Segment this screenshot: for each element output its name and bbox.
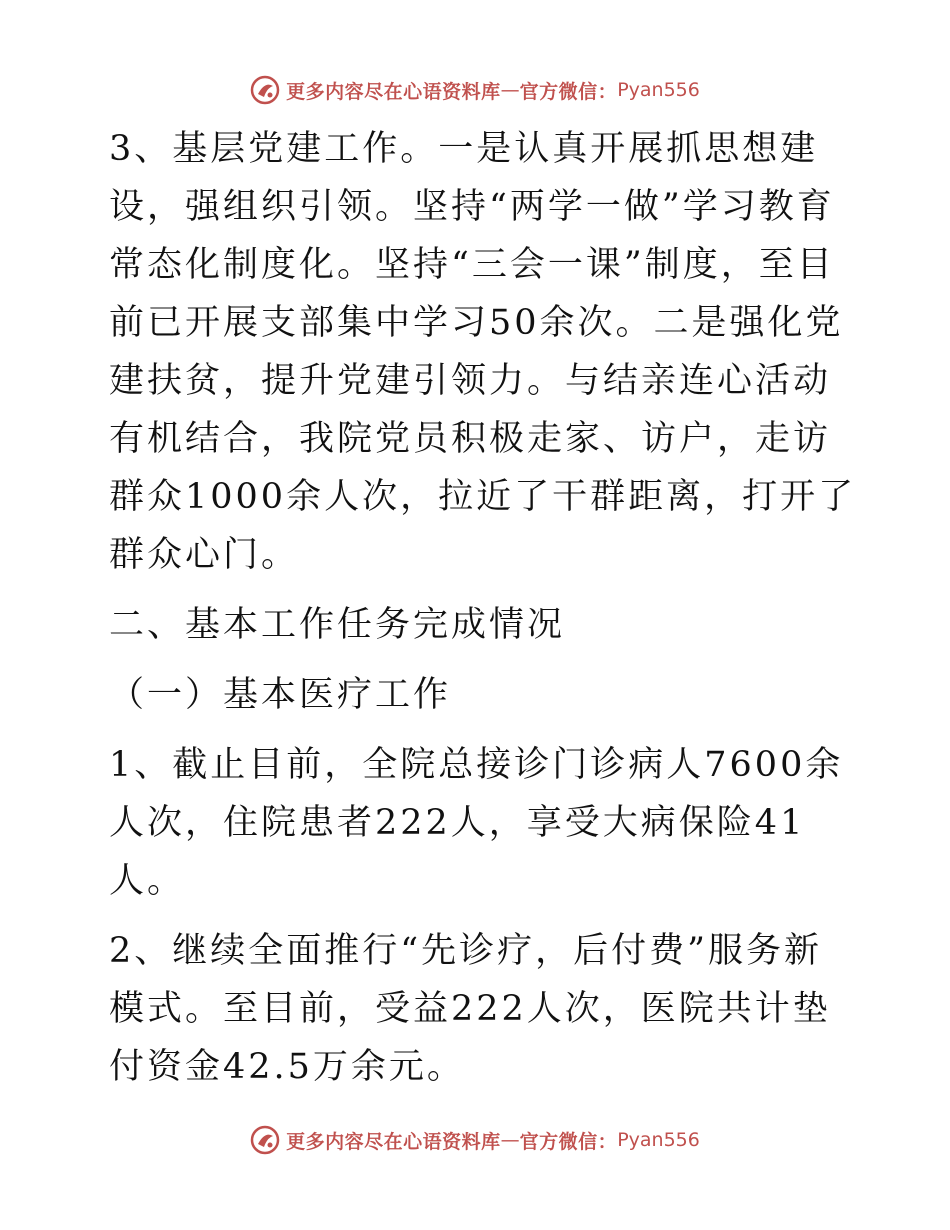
seal-logo-icon [250,1125,280,1155]
watermark-official-label: 官方微信： [519,80,618,103]
paragraph-outpatient-stats: 1、截止目前，全院总接诊门诊病人7600余人次，住院患者222人，享受大病保险41人。 [109,745,844,901]
watermark-official-label: 官方微信： [519,1130,618,1153]
paragraph-treat-first-pay-later: 2、继续全面推行“先诊疗，后付费”服务新模式。至目前，受益222人次，医院共计垫付资金42.5万余元。 [109,931,831,1087]
watermark-main-text: 更多内容尽在心语资料库 [286,80,501,103]
header-watermark [0,70,950,110]
footer-watermark [0,1120,950,1160]
subsection-heading-basic-medical: （一）基本医疗工作 [109,675,452,715]
watermark-main-text: 更多内容尽在心语资料库 [286,1130,501,1153]
paragraph-party-building: 3、基层党建工作。一是认真开展抓思想建设，强组织引领。坚持“两学一做”学习教育常态化制度化。坚持“三会一课”制度，至目前已开展支部集中学习50余次。二是强化党建扶贫，提升党建引领力。与结亲连心活动有机结合，我院党员积极走家、访户，走访群众1000余人次，拉近了干群距离，打开了群众心门。 [109,129,857,575]
document-body [97,120,857,1096]
section-heading-basic-tasks: 二、基本工作任务完成情况 [109,605,566,645]
watermark-dash: — [500,1129,520,1151]
watermark-id: Pyan556 [617,1129,700,1151]
watermark-id: Pyan556 [617,79,700,101]
seal-logo-icon [250,75,280,105]
watermark-dash: — [500,79,520,101]
